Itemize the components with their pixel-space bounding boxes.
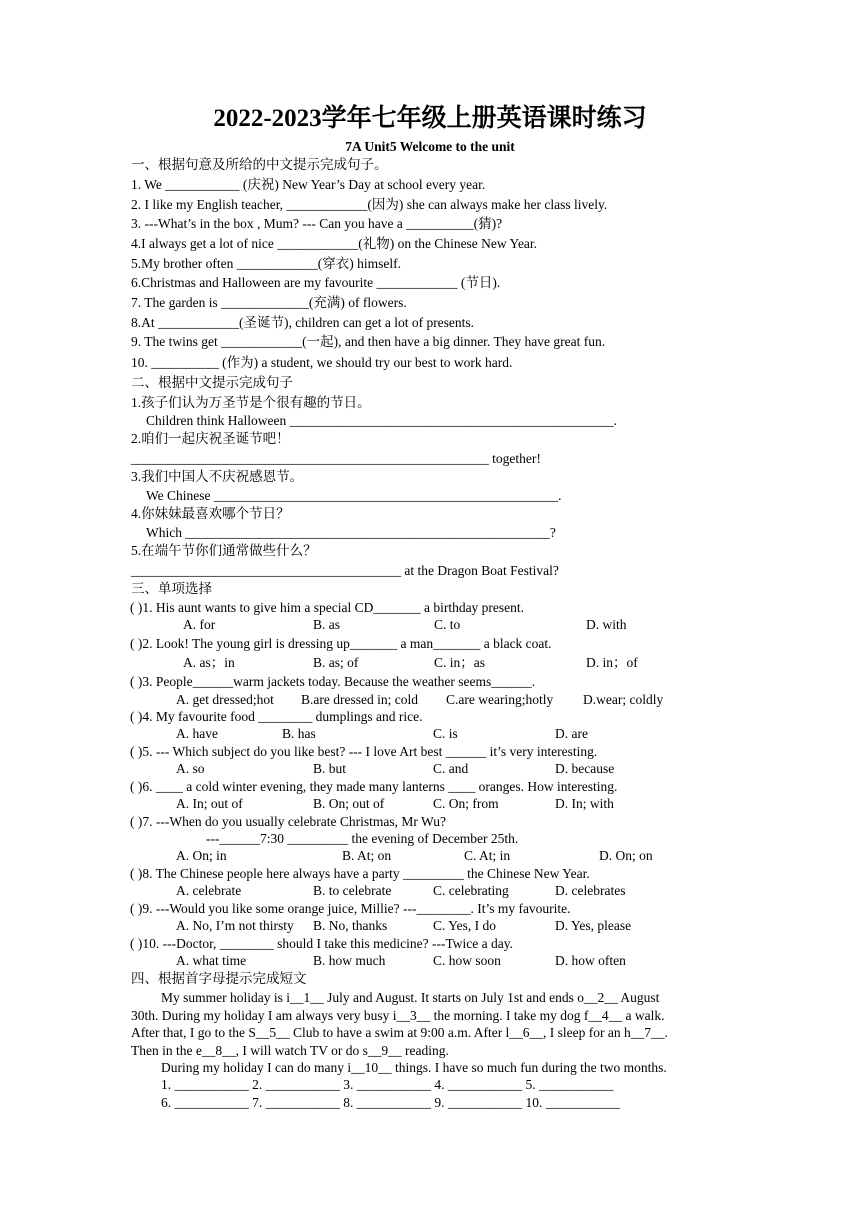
option: A. for [183,617,216,632]
option: C. and [433,761,469,776]
section-2-answer-line: _____________________________________________________ together! [131,451,541,466]
passage-line: During my holiday I can do many i__10__ things. I have so much fun during the two months. [161,1060,667,1075]
option: A. so [176,761,205,776]
passage-line: 30th. During my holiday I am always very busy i__3__ the morning. I take my dog f__4__ a walk. [131,1008,665,1023]
section-2-answer-line: Which ______________________________________________________? [146,525,556,540]
section-2-prompt: 1.孩子们认为万圣节是个很有趣的节日。 [131,395,371,410]
section-2-answer-line: ________________________________________ at the Dragon Boat Festival? [131,563,559,578]
option: A. have [176,726,218,741]
answer-blanks-row: 6. ___________ 7. ___________ 8. ___________ 9. ___________ 10. ___________ [161,1095,620,1110]
option: A. get dressed;hot [176,692,274,707]
option: D. are [555,726,588,741]
section-1-item: 1. We ___________ (庆祝) New Year’s Day at school every year. [131,177,486,192]
section-1-item: 5.My brother often ____________(穿衣) himself. [131,256,401,271]
option: B. but [313,761,347,776]
section-1-item: 10. __________ (作为) a student, we should try our best to work hard. [131,355,513,370]
option: B.are dressed in; cold [301,692,418,707]
section-1-heading: 一、根据句意及所给的中文提示完成句子。 [131,157,388,172]
option: D. In; with [555,796,614,811]
option: C. how soon [433,953,501,968]
option: B. No, thanks [313,918,388,933]
question-stem: ( )8. The Chinese people here always have a party _________ the Chinese New Year. [130,866,590,881]
option: B. as [313,617,340,632]
option: A. as；in [183,655,235,670]
option: D. with [586,617,627,632]
page-title: 2022-2023学年七年级上册英语课时练习 [213,105,647,132]
option: D. in；of [586,655,638,670]
option: B. to celebrate [313,883,392,898]
section-1-item: 3. ---What’s in the box , Mum? --- Can you have a __________(猜)? [131,216,503,231]
section-2-answer-line: Children think Halloween ________________________________________________. [146,413,617,428]
question-stem: ( )6. ____ a cold winter evening, they made many lanterns ____ oranges. How interesting. [130,779,618,794]
option: C.are wearing;hotly [446,692,554,707]
question-stem: ( )9. ---Would you like some orange juice, Millie? ---________. It’s my favourite. [130,901,571,916]
section-1-item: 2. I like my English teacher, ____________(因为) she can always make her class lively. [131,197,608,212]
option: C. celebrating [433,883,509,898]
section-1-item: 9. The twins get ____________(一起), and then have a big dinner. They have great fun. [131,334,606,349]
option: A. No, I’m not thirsty [176,918,294,933]
question-stem-line-2: ---______7:30 _________ the evening of December 25th. [206,831,519,846]
option: C. At; in [464,848,511,863]
option: B. has [282,726,316,741]
section-1-item: 7. The garden is _____________(充满) of flowers. [131,295,407,310]
passage-line: After that, I go to the S__5__ Club to have a swim at 9:00 a.m. After l__6__, I sleep for an h__7__. [131,1025,668,1040]
question-stem: ( )5. --- Which subject do you like best? --- I love Art best ______ it’s very interesting. [130,744,598,759]
option: D. Yes, please [555,918,632,933]
option: B. as; of [313,655,359,670]
option: B. At; on [342,848,392,863]
answer-blanks-row: 1. ___________ 2. ___________ 3. ___________ 4. ___________ 5. ___________ [161,1077,614,1092]
option: B. how much [313,953,386,968]
option: D. celebrates [555,883,626,898]
section-2-prompt: 2.咱们一起庆祝圣诞节吧！ [131,431,290,446]
option: A. On; in [176,848,227,863]
section-3-heading: 三、单项选择 [131,581,212,596]
option: A. In; out of [176,796,243,811]
option: C. On; from [433,796,499,811]
section-2-answer-line: We Chinese ___________________________________________________. [146,488,562,503]
section-1-item: 8.At ____________(圣诞节), children can get a lot of presents. [131,315,475,330]
section-1-item: 6.Christmas and Halloween are my favourite ____________ (节日). [131,275,501,290]
question-stem: ( )2. Look! The young girl is dressing up_______ a man_______ a black coat. [130,636,552,651]
section-1-item: 4.I always get a lot of nice ____________(礼物) on the Chinese New Year. [131,236,538,251]
option: D. On; on [599,848,653,863]
option: A. what time [176,953,247,968]
question-stem: ( )7. ---When do you usually celebrate Christmas, Mr Wu? [130,814,446,829]
option: D. how often [555,953,626,968]
question-stem: ( )1. His aunt wants to give him a special CD_______ a birthday present. [130,600,525,615]
section-2-prompt: 4.你妹妹最喜欢哪个节日？ [131,506,290,521]
page-subtitle: 7A Unit5 Welcome to the unit [345,139,515,154]
option: C. in；as [434,655,486,670]
question-stem: ( )4. My favourite food ________ dumplings and rice. [130,709,423,724]
section-2-heading: 二、根据中文提示完成句子 [131,375,293,390]
option: A. celebrate [176,883,242,898]
section-2-prompt: 3.我们中国人不庆祝感恩节。 [131,469,304,484]
option: C. Yes, I do [433,918,497,933]
option: B. On; out of [313,796,385,811]
section-4-heading: 四、根据首字母提示完成短文 [131,971,307,986]
option: D.wear; coldly [583,692,664,707]
option: D. because [555,761,615,776]
question-stem: ( )3. People______warm jackets today. Because the weather seems______. [130,674,536,689]
passage-line: Then in the e__8__, I will watch TV or do s__9__ reading. [131,1043,449,1058]
option: C. to [434,617,461,632]
option: C. is [433,726,458,741]
question-stem: ( )10. ---Doctor, ________ should I take this medicine? ---Twice a day. [130,936,514,951]
section-2-prompt: 5.在端午节你们通常做些什么？ [131,543,317,558]
passage-line: My summer holiday is i__1__ July and August. It starts on July 1st and ends o__2__ August [161,990,660,1005]
